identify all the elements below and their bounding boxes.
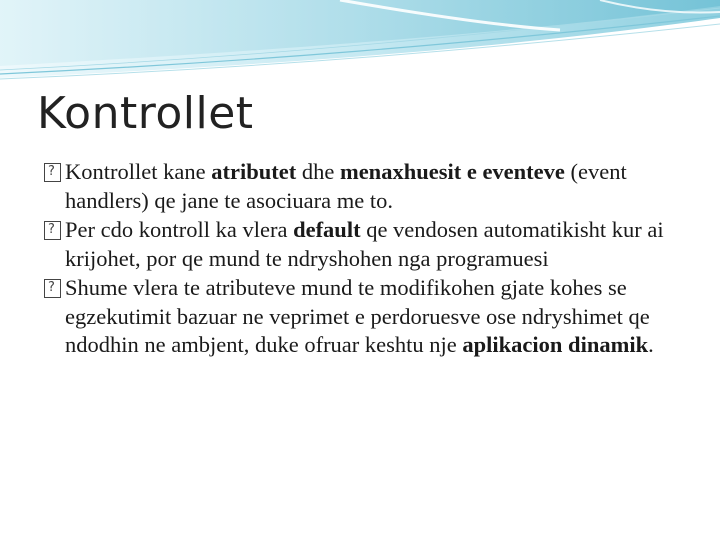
- bullet-text: (event handlers) qe jane te asociuara me to.: [65, 159, 627, 213]
- bullet-bold-text: atributet: [211, 159, 297, 184]
- bullet-text: Shume vlera te atributeve mund te modifikohen gjate kohes se egzekutimit bazuar ne veprimet e perdoruesve ose ndryshimet qe ndodhin ne ambjent, duke ofruar keshtu nje: [65, 275, 650, 357]
- bullet-bold-text: aplikacion dinamik: [462, 332, 649, 357]
- bullet-item: [44, 158, 694, 215]
- bullet-bold-text: default: [293, 217, 361, 242]
- bullet-text: dhe: [296, 159, 340, 184]
- bullet-text: Kontrollet kane: [65, 159, 212, 184]
- missing-glyph-box-icon: [44, 279, 61, 298]
- header-wave-decoration: [0, 0, 720, 90]
- bullet-item: [44, 274, 694, 360]
- bullet-item: [44, 216, 694, 273]
- bullet-text: qe vendosen automatikisht kur ai krijohet, por qe mund te ndryshohen nga programuesi: [65, 217, 664, 271]
- missing-glyph-box-icon: [44, 221, 61, 240]
- bullet-list: [44, 158, 694, 360]
- bullet-text: .: [648, 332, 654, 357]
- bullet-bold-text: menaxhuesit e eventeve: [339, 159, 565, 184]
- missing-glyph-box-icon: [44, 163, 61, 182]
- slide-title: Kontrollet: [37, 88, 254, 139]
- bullet-text: Per cdo kontroll ka vlera: [65, 217, 294, 242]
